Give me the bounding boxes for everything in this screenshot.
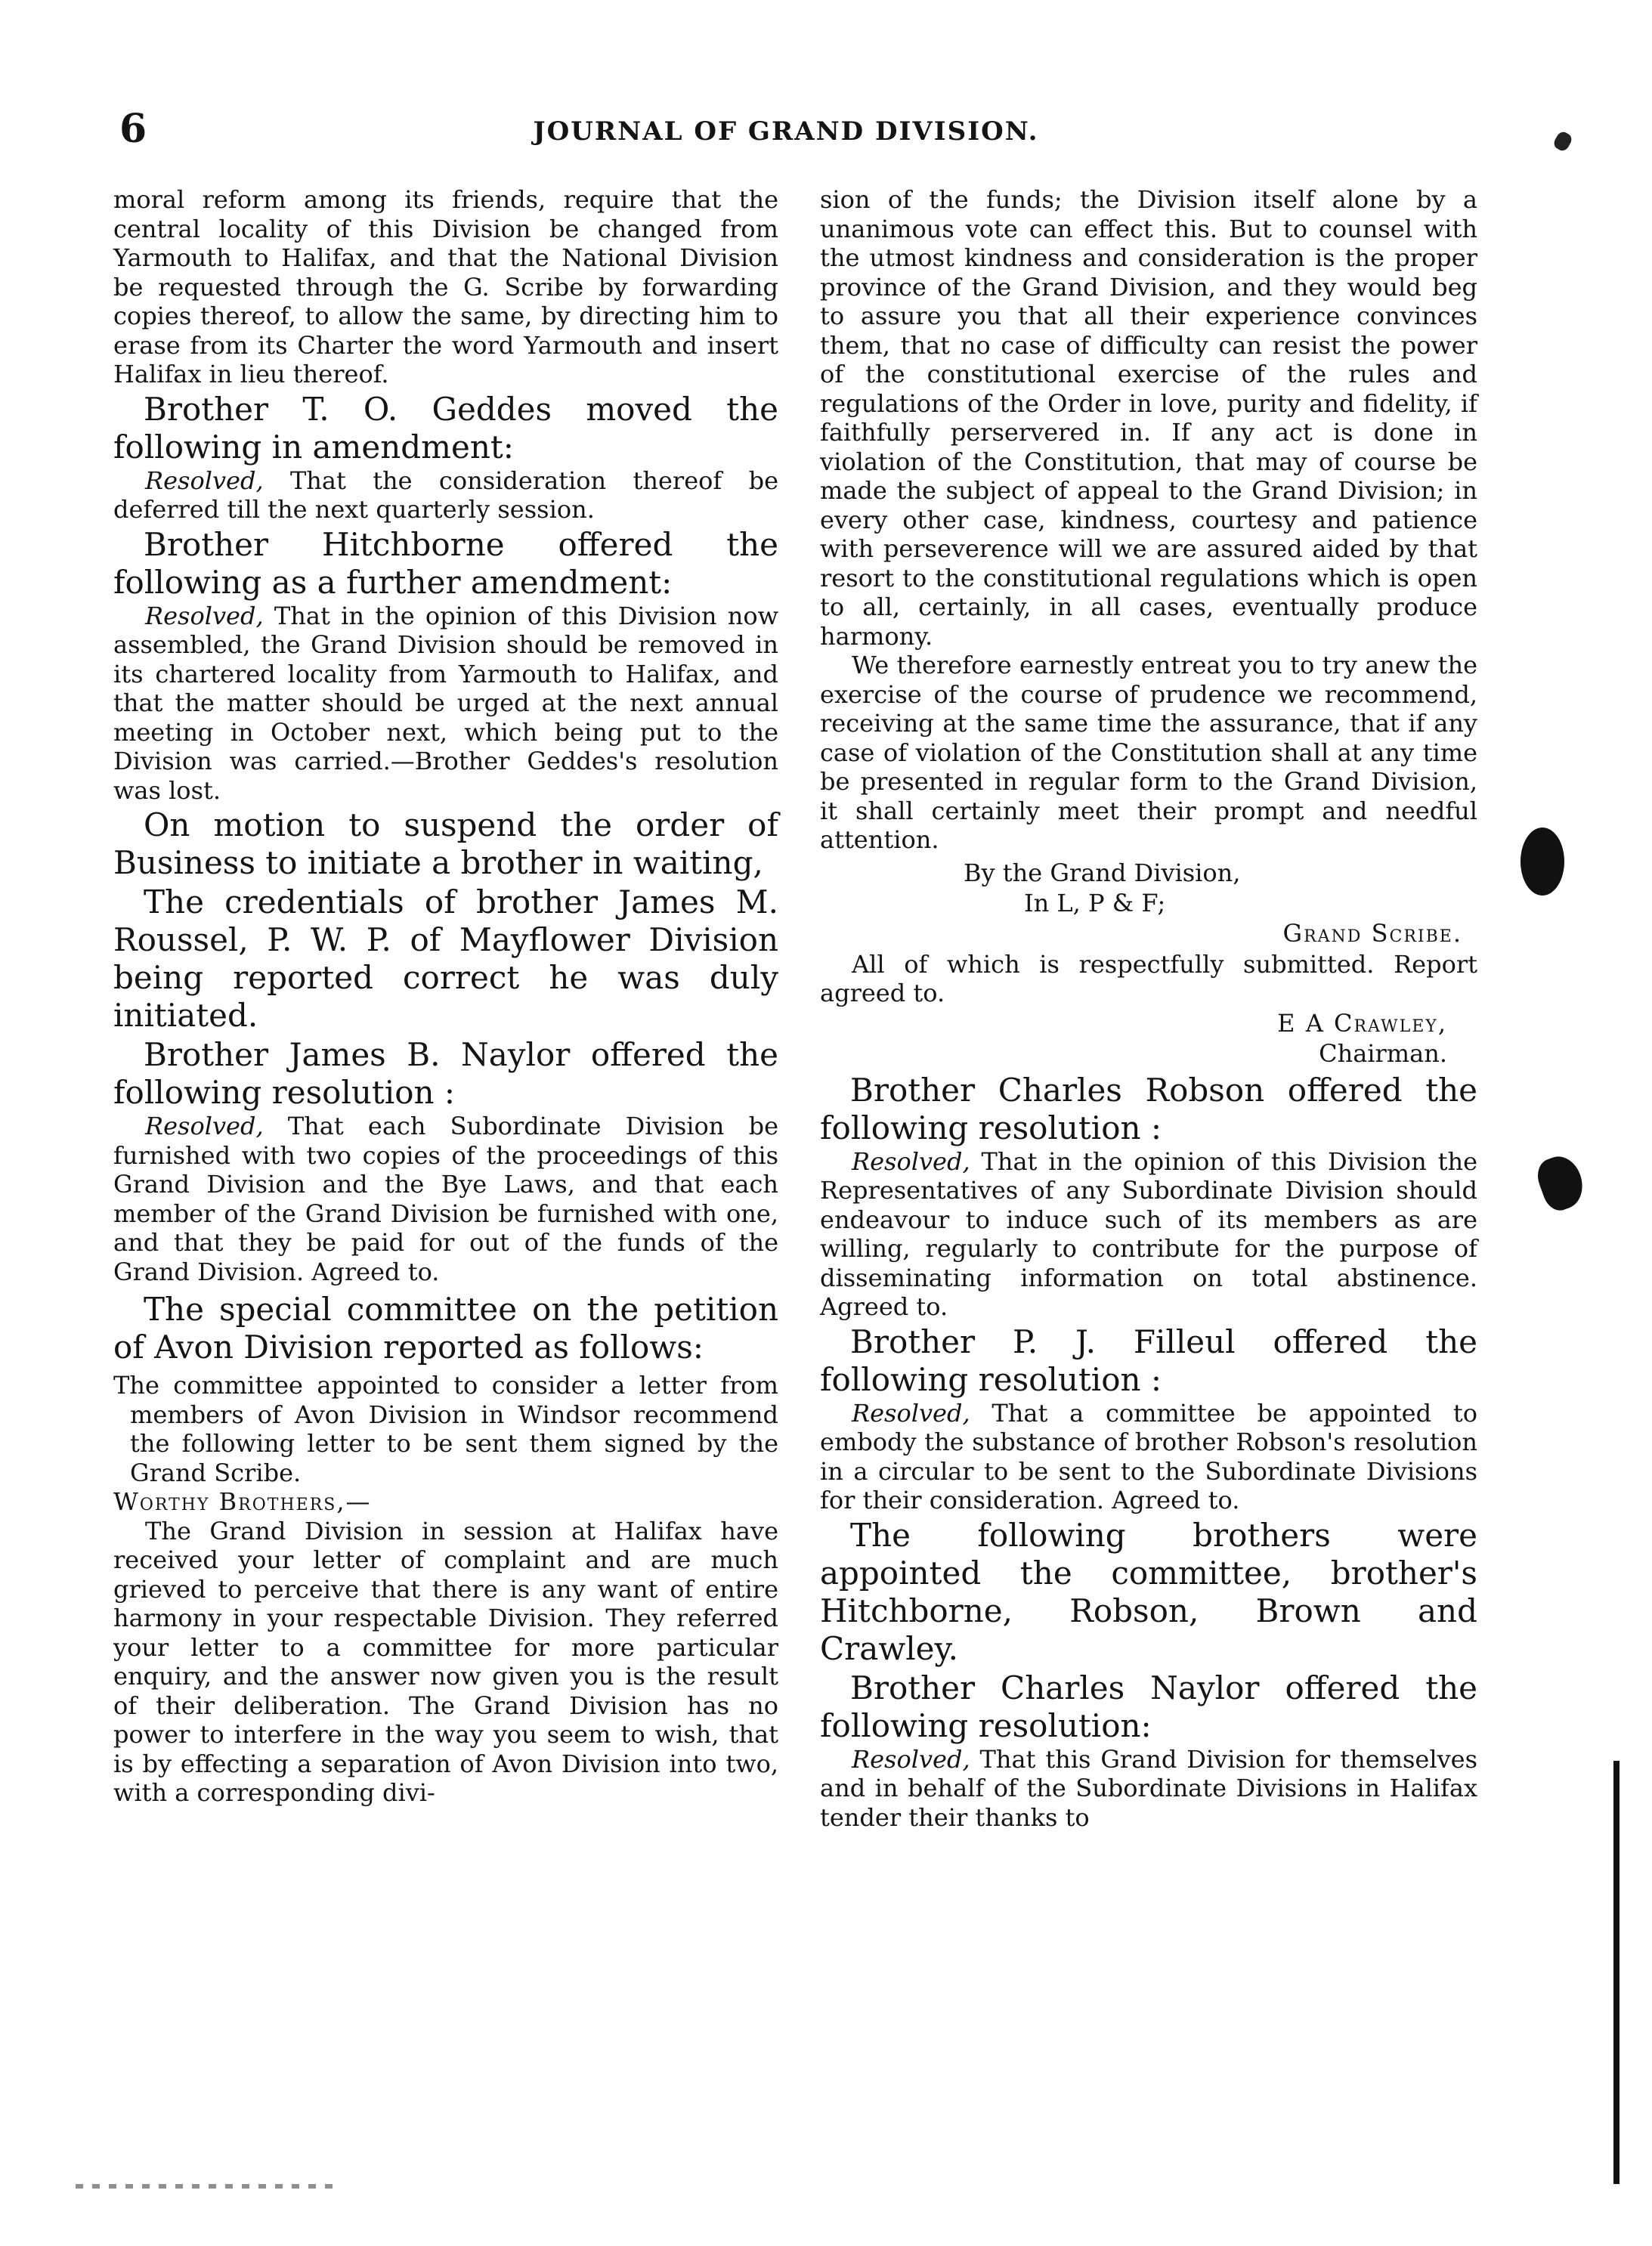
paragraph: [820, 651, 1477, 855]
running-title: JOURNAL OF GRAND DIVISION.: [533, 116, 1039, 147]
paragraph: [113, 1371, 778, 1487]
paragraph: [820, 1072, 1477, 1147]
paragraph-text: The Grand Division in session at Halifax have received your letter of complaint and are much grieved to perceive that there is any want of entire harmony in your respectable Division. They referred your letter to a committee for more particular enquiry, and the answer now given you is the result of their deliberation. The Grand Division has no power to interfere in the way you seem to wish, that is by effecting a separation of Avon Division into two, with a corresponding divi-: [113, 1516, 778, 1807]
running-header: [113, 106, 1459, 151]
paragraph: [113, 1487, 778, 1517]
paragraph-text: The special committee on the petition of Avon Division reported as follows:: [113, 1291, 778, 1366]
paragraph-text: The following brothers were appointed the committee, brother's Hitchborne, Robson, Brown and Crawley.: [820, 1516, 1477, 1667]
paragraph: [820, 858, 1477, 888]
paragraph: [820, 1517, 1477, 1668]
paragraph: [820, 918, 1477, 948]
paragraph: [113, 526, 778, 602]
paragraph-text: Brother James B. Naylor offered the following resolution :: [113, 1036, 778, 1111]
paragraph: [820, 185, 1477, 651]
paragraph: [113, 1036, 778, 1112]
resolved-label: Resolved,: [852, 1744, 970, 1774]
resolved-label: Resolved,: [145, 1112, 264, 1140]
paragraph-text: On motion to suspend the order of Business to initiate a brother in waiting,: [113, 806, 778, 881]
paragraph: [820, 950, 1477, 1008]
paragraph: [820, 1008, 1477, 1038]
paragraph-text: That the consideration thereof be deferred till the next quarterly session.: [113, 466, 778, 524]
resolved-label: Resolved,: [852, 1146, 970, 1176]
left-column: [113, 185, 778, 1808]
paragraph: [113, 1291, 778, 1366]
paragraph: [113, 1112, 778, 1286]
paragraph-text: Brother T. O. Geddes moved the following in amendment:: [113, 390, 778, 466]
paragraph: [113, 466, 778, 524]
paragraph-text: We therefore earnestly entreat you to try anew the exercise of the course of prudence we recommend, receiving at the same time the assurance, that if any case of violation of the Constitution shall at any time be presented in regular form to the Grand Division, it shall certainly meet their prompt and needful attention.: [820, 651, 1477, 854]
page-edge-mark: [1613, 1761, 1620, 2184]
paragraph: [113, 1517, 778, 1808]
paragraph: [113, 602, 778, 806]
paragraph-text: Chairman.: [1319, 1038, 1447, 1068]
paragraph-text: That each Subordinate Division be furnished with two copies of the proceedings of this Grand Division and the Bye Laws, and that each member of the Grand Division be furnished with one, and that they be paid for out of the funds of the Grand Division. Agreed to.: [113, 1112, 778, 1286]
paragraph: [820, 888, 1477, 918]
paragraph-text: moral reform among its friends, require that the central locality of this Division be changed from Yarmouth to Halifax, and that the National Division be requested through the G. Scribe by forwarding copies thereof, to allow the same, by directing him to erase from its Charter the word Yarmouth and insert Halifax in lieu thereof.: [113, 185, 778, 388]
paragraph-text: That this Grand Division for themselves and in behalf of the Subordinate Divisions in Halifax tender their thanks to: [820, 1744, 1477, 1832]
paragraph-text: The credentials of brother James M. Roussel, P. W. P. of Mayflower Division being reported correct he was duly initiated.: [113, 883, 778, 1034]
paragraph-text: Worthy Brothers,—: [113, 1487, 372, 1516]
paragraph-text: Brother Hitchborne offered the following as a further amendment:: [113, 525, 778, 601]
ink-blot: [1533, 1151, 1590, 1215]
paragraph: [820, 1669, 1477, 1745]
footer-smudge: [76, 2184, 333, 2189]
paragraph-text: That a committee be appointed to embody the substance of brother Robson's resolution in a circular to be sent to the Subordinate Divisions for their consideration. Agreed to.: [820, 1398, 1477, 1514]
paragraph-text: All of which is respectfully submitted. Report agreed to.: [820, 949, 1477, 1007]
paragraph: [820, 1147, 1477, 1322]
resolved-label: Resolved,: [145, 601, 264, 630]
ink-blot: [1551, 130, 1573, 153]
paragraph: [820, 1399, 1477, 1515]
resolved-label: Resolved,: [852, 1398, 970, 1428]
paragraph: [820, 1038, 1477, 1069]
paragraph-text: That in the opinion of this Division now assembled, the Grand Division should be removed in its chartered locality from Yarmouth to Halifax, and that the matter should be urged at the next annual meeting in October next, which being put to the Division was carried.—Brother Geddes's resolution was lost.: [113, 601, 778, 805]
paragraph: [113, 883, 778, 1035]
ink-blot: [1521, 828, 1564, 896]
paragraph-text: Grand Scribe.: [1282, 918, 1462, 948]
paragraph-text: Brother P. J. Filleul offered the following resolution :: [820, 1323, 1477, 1398]
paragraph-text: By the Grand Division,: [964, 858, 1241, 887]
paragraph-text: The committee appointed to consider a letter from members of Avon Division in Windsor recommend the following letter to be sent them signed by the Grand Scribe.: [113, 1371, 778, 1487]
paragraph: [113, 806, 778, 882]
paragraph: [113, 391, 778, 466]
paragraph-text: Brother Charles Naylor offered the following resolution:: [820, 1669, 1477, 1744]
paragraph-text: sion of the funds; the Division itself alone by a unanimous vote can effect this. But to counsel with the utmost kindness and consideration is the proper province of the Grand Division, and they would beg to assure you that all their experience convinces them, that no case of difficulty can resist the power of the constitutional exercise of the rules and regulations of the Order in love, purity and fidelity, if faithfully perservered in. If any act is done in violation of the Constitution, that may of course be made the subject of appeal to the Grand Division; in every other case, kindness, courtesy and patience with perseverence will we are assured aided by that resort to the constitutional regulations which is open to all, certainly, in all cases, eventually produce harmony.: [820, 185, 1477, 651]
resolved-label: Resolved,: [145, 466, 264, 495]
page-number: 6: [119, 106, 147, 152]
paragraph-text: In L, P & F;: [1024, 888, 1166, 917]
paragraph-text: That in the opinion of this Division the Representatives of any Subordinate Division should endeavour to induce such of its members as are willing, regularly to contribute for the purpose of disseminating information on total abstinence. Agreed to.: [820, 1146, 1477, 1321]
right-column: [820, 185, 1477, 1832]
paragraph: [113, 185, 778, 389]
paragraph-text: Brother Charles Robson offered the following resolution :: [820, 1071, 1477, 1146]
paragraph-text: E A Crawley,: [1277, 1008, 1447, 1038]
paragraph: [820, 1745, 1477, 1833]
paragraph: [820, 1323, 1477, 1399]
